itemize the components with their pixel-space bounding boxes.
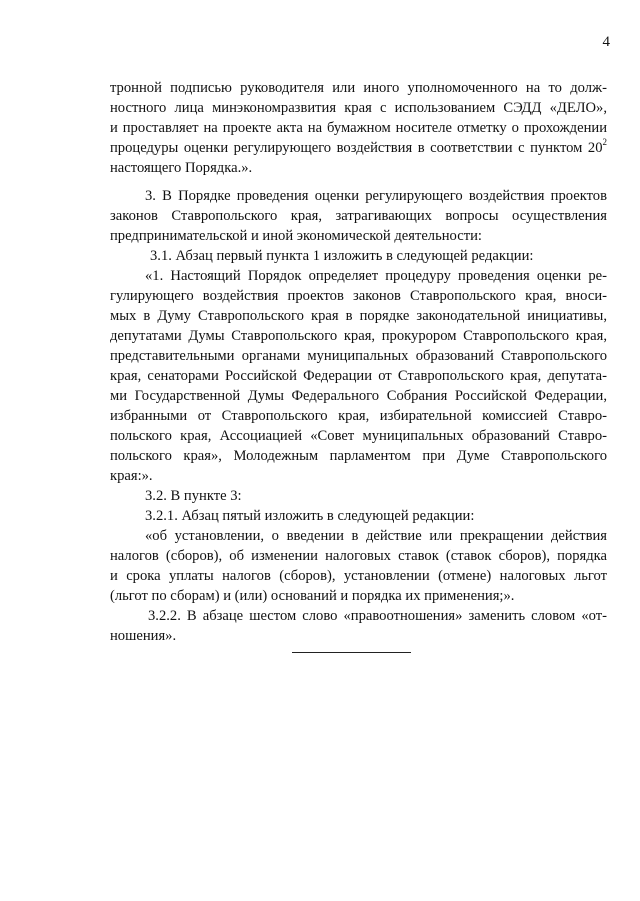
- text-line: 3.2. В пункте 3:: [145, 488, 242, 504]
- text-line: «об установлении, о введении в действие или прекращении действия: [145, 528, 607, 544]
- text-line: 3.2.2. В абзаце шестом слово «правоотношения» заменить словом «от-: [148, 608, 607, 624]
- text-line: края:».: [110, 468, 153, 484]
- text-line: гулирующего воздействия проектов законов Ставропольского края, вноси-: [110, 288, 607, 304]
- page-number: 4: [602, 34, 610, 50]
- text-line-with-superscript: [110, 138, 607, 158]
- text-line: тронной подписью руководителя или иного уполномоченного на то долж-: [110, 80, 607, 96]
- text-line: ностного лица минэкономразвития края с использованием СЭДД «ДЕЛО»,: [110, 100, 607, 116]
- text-line: и срока уплаты налогов (сборов), установлении (отмене) налоговых льгот: [110, 568, 607, 584]
- text-line: настоящего Порядка.».: [110, 160, 253, 176]
- text-line: законов Ставропольского края, затрагивающих вопросы осуществления: [110, 208, 607, 224]
- text-line: налогов (сборов), об изменении налоговых ставок (ставок сборов), порядка: [110, 548, 607, 564]
- text-line: польского края», Молодежным парламентом при Думе Ставропольского: [110, 448, 607, 464]
- text-line: 3.2.1. Абзац пятый изложить в следующей редакции:: [145, 508, 475, 524]
- text-line: представительными органами муниципальных образований Ставропольского: [110, 348, 607, 364]
- text-line: мых в Думу Ставропольского края в порядке законодательной инициативы,: [110, 308, 607, 324]
- text-line: избранными от Ставропольского края, избирательной комиссией Ставро-: [110, 408, 607, 424]
- text-line: 3.1. Абзац первый пункта 1 изложить в следующей редакции:: [150, 248, 534, 264]
- superscript: 2: [602, 137, 607, 148]
- text-line: и проставляет на проекте акта на бумажном носителе отметку о прохождении: [110, 120, 607, 136]
- text-line: депутатами Думы Ставропольского края, прокурором Ставропольского края,: [110, 328, 607, 344]
- text-line: 3. В Порядке проведения оценки регулирующего воздействия проектов: [145, 188, 607, 204]
- text-line: процедуры оценки регулирующего воздействия в соответствии с пунктом 20: [110, 140, 603, 156]
- text-line: (льгот по сборам) и (или) оснований и порядка их применения;».: [110, 588, 515, 604]
- text-line: польского края, Ассоциацией «Совет муниципальных образований Ставро-: [110, 428, 607, 444]
- text-line: ми Государственной Думы Федерального Собрания Российской Федерации,: [110, 388, 607, 404]
- section-separator-line: [292, 652, 411, 653]
- text-line: «1. Настоящий Порядок определяет процедуру проведения оценки ре-: [145, 268, 607, 284]
- text-line: ношения».: [110, 628, 177, 644]
- text-line: предпринимательской и иной экономической деятельности:: [110, 228, 482, 244]
- text-line: края, сенаторами Российской Федерации от Ставропольского края, депутата-: [110, 368, 607, 384]
